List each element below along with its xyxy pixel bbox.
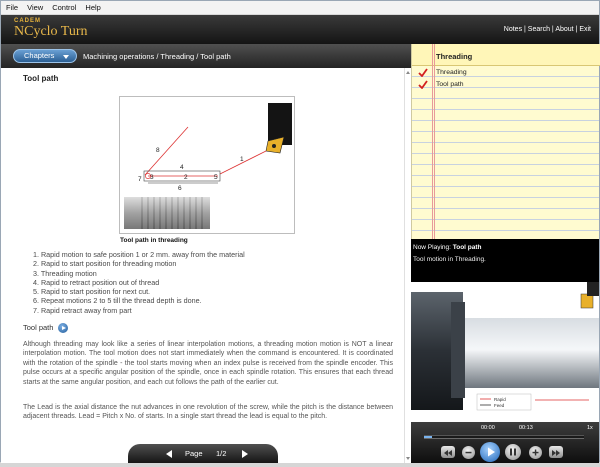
chevron-down-icon xyxy=(63,55,69,59)
note-item-tool-path[interactable]: Tool path xyxy=(436,81,464,88)
paragraph-lead: The Lead is the axial distance the nut advances in one revolution of the screw, while the pitch is the distance between adjacent threads. Lead = Pitch x No. of starts. In a single start thread the lead is equal to the pitch. xyxy=(23,404,393,421)
pager-label: Page xyxy=(185,449,203,458)
speed-label: 1x xyxy=(587,425,593,431)
tool-path-link-label: Tool path xyxy=(23,323,54,332)
scroll-down-icon[interactable] xyxy=(406,457,410,460)
right-panel xyxy=(411,44,599,463)
plus-button[interactable] xyxy=(529,446,542,459)
chapters-button[interactable] xyxy=(13,49,77,63)
player-controls xyxy=(411,422,599,463)
check-icon xyxy=(418,80,428,89)
top-nav: Notes | Search | About | Exit xyxy=(503,26,591,33)
app-banner xyxy=(1,15,599,44)
now-playing-name: Tool path xyxy=(452,244,482,251)
video-frame-svg xyxy=(411,282,599,422)
list-item: 2. Rapid to start position for threading motion xyxy=(33,259,177,269)
notes-header xyxy=(412,44,600,66)
notes-pad xyxy=(411,44,599,239)
breadcrumb: Machining operations / Threading / Tool path xyxy=(83,52,231,61)
margin-line xyxy=(432,44,433,239)
legend-feed: Feed xyxy=(494,403,505,408)
note-item-threading[interactable]: Threading xyxy=(436,69,467,76)
menu-view[interactable]: View xyxy=(27,3,44,12)
nav-exit[interactable]: Exit xyxy=(579,26,591,33)
pager xyxy=(128,444,278,463)
menu-file[interactable]: File xyxy=(6,3,19,12)
now-playing-prefix: Now Playing: xyxy=(413,244,451,251)
paragraph-threading: Although threading may look like a series of linear interpolation motions, a threading motion motion is NOT a linear interpolation motion. The tool motion does not start immediately when the command is encountered. It is coordinated with the rotation of the spindle - the tool starts moving when an index pulse is received from the spindle encoder. This pulse occurs at a specific angular position of the spindle, once in each spindle rotation. This ensures that each thread starts at the same angular position, and each cut follows the path of the earlier cut. xyxy=(23,341,393,386)
menu-control[interactable]: Control xyxy=(52,3,77,12)
label-7: 7 xyxy=(138,176,142,183)
threading-diagram-svg xyxy=(120,97,296,235)
notes-title: Threading xyxy=(436,52,473,61)
rewind-button[interactable] xyxy=(441,446,455,458)
list-item: 7. Rapid retract away from part xyxy=(33,305,132,315)
chapter-bar xyxy=(1,44,411,68)
margin-line xyxy=(434,44,435,239)
progress-bar[interactable] xyxy=(424,435,584,439)
menu-help[interactable]: Help xyxy=(85,3,101,12)
label-2: 2 xyxy=(184,174,188,181)
nav-notes[interactable]: Notes xyxy=(503,26,523,33)
progress-fill xyxy=(424,436,432,438)
play-icon[interactable] xyxy=(58,323,68,333)
figure-caption: Tool path in threading xyxy=(120,237,188,244)
play-button[interactable] xyxy=(480,442,500,462)
minus-button[interactable] xyxy=(462,446,475,459)
tool-insert-icon xyxy=(581,294,593,308)
pager-value: 1/2 xyxy=(216,449,227,458)
tool-path-video-link[interactable] xyxy=(23,323,68,333)
label-5: 5 xyxy=(214,174,218,181)
list-item: 4. Rapid to retract position out of thread xyxy=(33,277,160,287)
scroll-up-icon[interactable] xyxy=(406,71,410,74)
lesson-content xyxy=(1,68,411,463)
brand-small: CADEM xyxy=(14,18,41,24)
nav-about[interactable]: About xyxy=(555,26,574,33)
list-item: 1. Rapid motion to safe position 1 or 2 mm. away from the material xyxy=(33,250,245,259)
time-total: 00:13 xyxy=(519,425,533,431)
menu-bar xyxy=(1,1,599,15)
shaft-icon xyxy=(465,318,599,388)
label-4: 4 xyxy=(180,164,184,171)
legend-rapid: Rapid xyxy=(494,397,506,402)
next-page-icon[interactable] xyxy=(242,450,248,458)
threading-diagram xyxy=(119,96,295,234)
list-item: 6. Repeat motions 2 to 5 till the thread depth is done. xyxy=(33,296,202,306)
label-3: 3 xyxy=(150,174,154,181)
check-icon xyxy=(418,68,428,77)
content-scrollbar[interactable] xyxy=(404,68,411,463)
video-frame[interactable] xyxy=(411,282,599,422)
label-8: 8 xyxy=(156,147,160,154)
nav-search[interactable]: Search xyxy=(527,26,550,33)
now-playing-title xyxy=(413,244,482,251)
now-playing xyxy=(411,239,599,282)
prev-page-icon[interactable] xyxy=(166,450,172,458)
brand-large: NCyclo Turn xyxy=(14,24,88,39)
list-item: 3. Threading motion xyxy=(33,268,97,278)
now-playing-desc: Tool motion in Threading. xyxy=(413,256,486,263)
pause-button[interactable] xyxy=(505,444,521,460)
time-current: 00:00 xyxy=(481,425,495,431)
list-item: 5. Rapid to start position for next cut. xyxy=(33,287,151,297)
chapters-label: Chapters xyxy=(24,51,55,60)
forward-button[interactable] xyxy=(549,446,563,458)
label-6: 6 xyxy=(178,185,182,192)
page-title: Tool path xyxy=(23,74,59,83)
label-1: 1 xyxy=(240,156,244,163)
steps-list xyxy=(33,250,245,315)
